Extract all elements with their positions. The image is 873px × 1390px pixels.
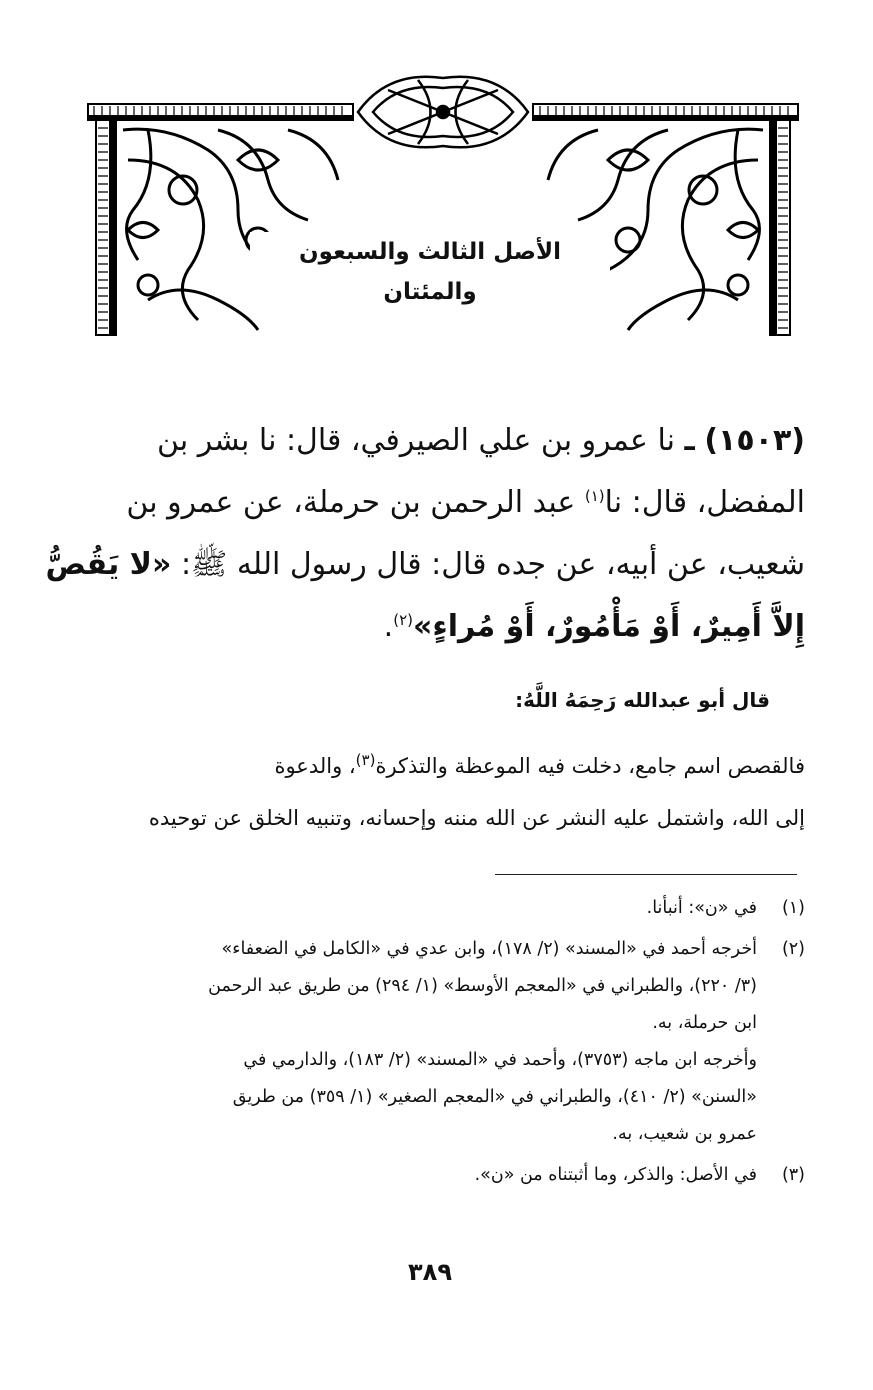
commentary-segment: فالقصص اسم جامع، دخلت فيه الموعظة والتذكرة [375, 754, 805, 778]
hadith-number: (١٥٠٣) [704, 423, 805, 458]
hadith-line-2 [90, 472, 805, 534]
footnote-line: أخرجه أحمد في «المسند» (٢/ ١٧٨)، وابن عدي في «الكامل في الضعفاء» [221, 939, 757, 959]
footnote-ref: (١) [584, 487, 605, 505]
footnote-ref: (٣) [355, 751, 376, 769]
footnote-body [90, 890, 757, 927]
hadith-text-line: نا عمرو بن علي الصيرفي، قال: نا بشر بن [157, 423, 675, 458]
hadith-text-line: شعيب، عن أبيه، عن جده قال: قال رسول الله ﷺ: [180, 547, 805, 582]
hadith-line-1 [90, 410, 805, 472]
footnote-line: عمرو بن شعيب، به. [612, 1124, 757, 1144]
hadith-period: . [383, 609, 394, 644]
footnote-number: (١) [781, 898, 805, 918]
hadith-block [45, 410, 805, 658]
hadith-text-line: عبد الرحمن بن حرملة، عن عمرو بن [126, 485, 576, 520]
commentary-line-2: إلى الله، واشتمل عليه النشر عن الله مننه وإحسانه، وتنبيه الخلق عن توحيده [148, 806, 805, 830]
footnote-line: «السنن» (٢/ ٤١٠)، والطبراني في «المعجم الصغير» (١/ ٣٥٩) من طريق [232, 1087, 757, 1107]
commentary-line-1 [90, 740, 805, 792]
commentary-text [90, 740, 805, 844]
chapter-title: الأصل الثالث والسبعون والمئتان [250, 232, 610, 272]
footnote-line: (٣/ ٢٢٠)، والطبراني في «المعجم الأوسط» (١/ ٢٩٤) من طريق عبد الرحمن [208, 976, 757, 996]
footnote-separator [495, 874, 797, 875]
page-number: ٣٨٩ [408, 1258, 452, 1286]
prophetic-quote-end: إِلاَّ أَمِيرٌ، أَوْ مَأْمُورٌ، أَوْ مُراءٍ» [413, 609, 805, 644]
footnote-number: (٣) [781, 1165, 805, 1185]
hadith-line-3 [45, 534, 805, 596]
footnote-1 [90, 890, 805, 927]
footnote-ref: (٢) [393, 611, 413, 629]
footnote-body [90, 931, 757, 1153]
footnote-line: ابن حرملة، به. [652, 1013, 757, 1033]
footnote-line: في «ن»: أنبأنا. [646, 898, 757, 918]
prophetic-quote-start: «لا يَقُصُّ [45, 547, 172, 582]
commentary-heading: قال أبو عبدالله رَحِمَهُ اللَّهُ: [515, 688, 770, 712]
footnote-2 [90, 931, 805, 1153]
footnote-line: وأخرجه ابن ماجه (٣٧٥٣)، وأحمد في «المسند» (٢/ ١٨٣)، والدارمي في [243, 1050, 757, 1070]
footnote-number: (٢) [781, 939, 805, 959]
footnote-3 [90, 1157, 805, 1194]
hadith-dash: ـ [684, 423, 695, 458]
footnote-body [90, 1157, 757, 1194]
hadith-text-line: المفضل، قال: نا [604, 485, 805, 520]
commentary-segment: ، والدعوة [274, 754, 356, 778]
hadith-line-4 [90, 596, 805, 658]
footnotes [90, 890, 805, 1198]
footnote-line: في الأصل: والذكر، وما أثبتناه من «ن». [474, 1165, 757, 1185]
